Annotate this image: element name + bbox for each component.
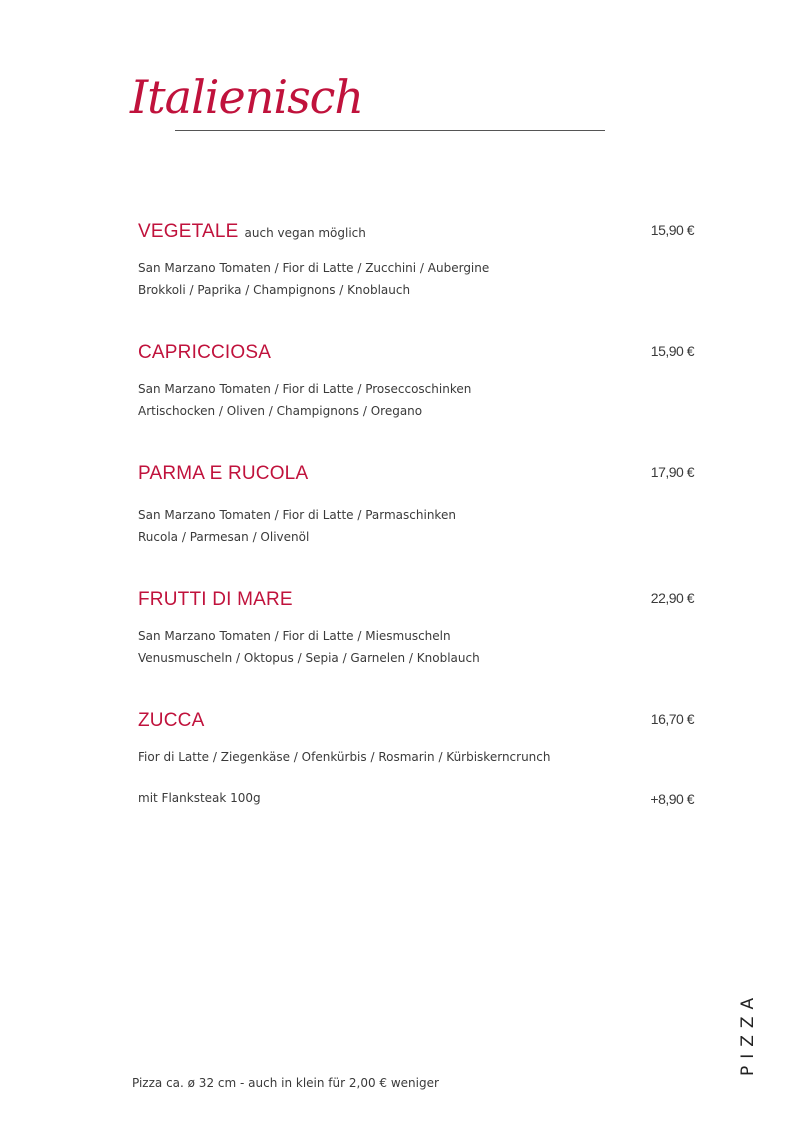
menu-item-vegetale <box>138 222 694 301</box>
item-description: San Marzano Tomaten / Fior di Latte / Zucchini / Aubergine <box>138 261 490 275</box>
menu-extra-flanksteak <box>138 791 694 805</box>
item-price: 17,90 € <box>650 464 694 480</box>
size-footnote: Pizza ca. ø 32 cm - auch in klein für 2,00 € weniger <box>132 1076 439 1090</box>
section-heading: Italienisch <box>130 70 364 124</box>
category-side-label: PIZZA <box>738 990 758 1076</box>
item-price: 22,90 € <box>650 590 694 606</box>
menu-item-capricciosa <box>138 343 694 422</box>
item-title: ZUCCA <box>138 710 205 731</box>
item-description: San Marzano Tomaten / Fior di Latte / Miesmuscheln <box>138 629 451 643</box>
item-price: 15,90 € <box>650 343 694 359</box>
item-description: Rucola / Parmesan / Olivenöl <box>138 530 310 544</box>
item-description: San Marzano Tomaten / Fior di Latte / Proseccoschinken <box>138 382 472 396</box>
menu-item-frutti-di-mare <box>138 590 694 669</box>
item-title: CAPRICCIOSA <box>138 342 272 363</box>
item-description: Venusmuscheln / Oktopus / Sepia / Garnelen / Knoblauch <box>138 651 480 665</box>
item-title: VEGETALE <box>138 221 239 242</box>
heading-divider <box>175 130 605 131</box>
item-description: Fior di Latte / Ziegenkäse / Ofenkürbis / Rosmarin / Kürbiskerncrunch <box>138 750 551 764</box>
item-title: FRUTTI DI MARE <box>138 589 293 610</box>
item-title: PARMA E RUCOLA <box>138 463 309 484</box>
extra-label: mit Flanksteak 100g <box>138 791 261 805</box>
item-note: auch vegan möglich <box>244 226 366 240</box>
item-description: Artischocken / Oliven / Champignons / Oregano <box>138 404 423 418</box>
item-price: 16,70 € <box>650 711 694 727</box>
menu-item-zucca <box>138 711 694 768</box>
item-description: San Marzano Tomaten / Fior di Latte / Parmaschinken <box>138 508 456 522</box>
menu-item-parma-e-rucola <box>138 464 694 548</box>
item-description: Brokkoli / Paprika / Champignons / Knoblauch <box>138 283 411 297</box>
extra-price: +8,90 € <box>650 791 694 807</box>
item-price: 15,90 € <box>650 222 694 238</box>
